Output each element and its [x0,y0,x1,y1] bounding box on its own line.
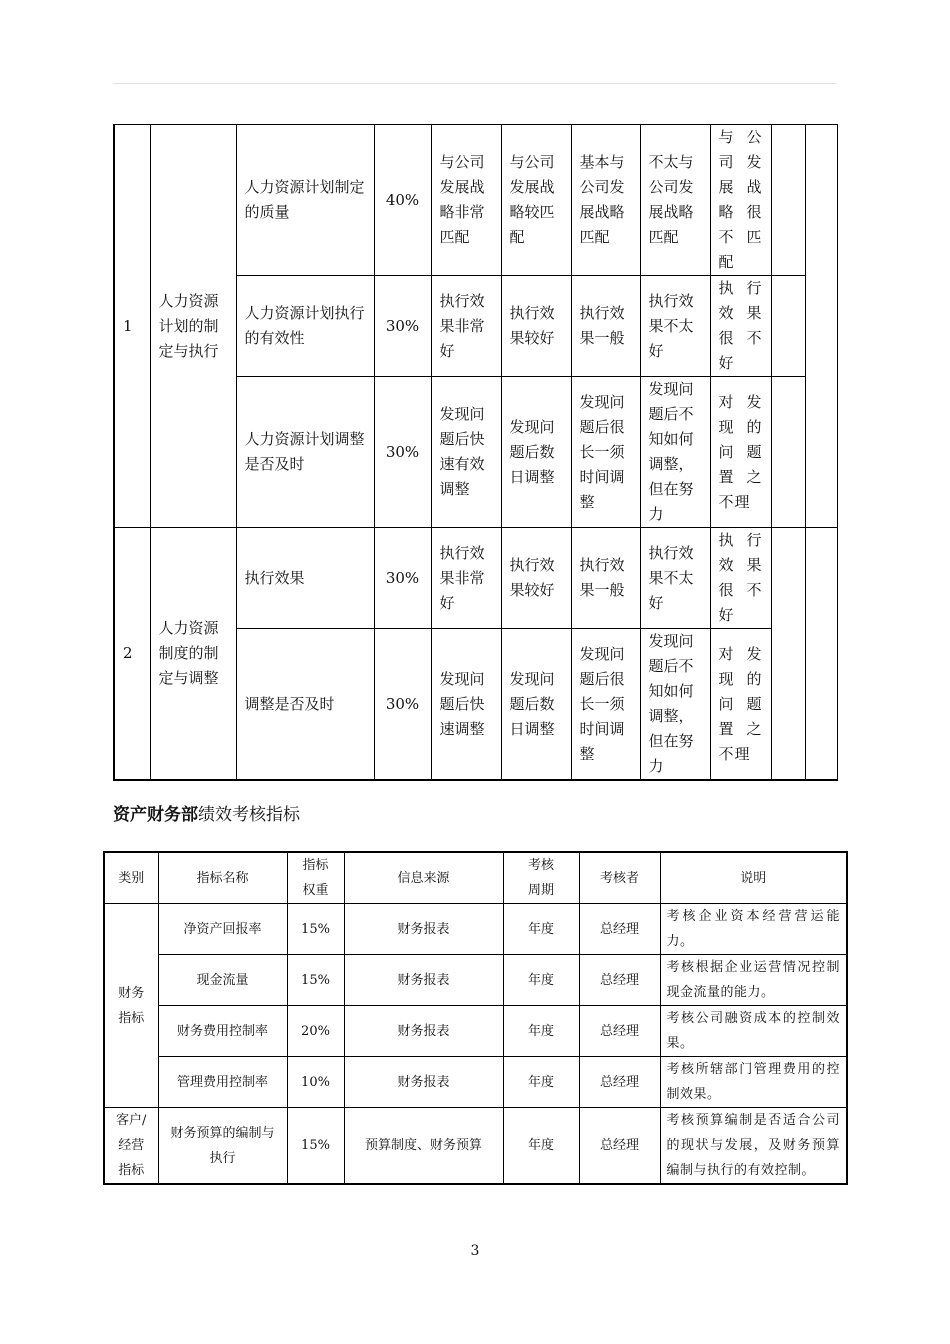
item-name: 调整是否及时 [236,629,374,781]
level-1: 执行效果非常好 [431,528,501,629]
page-number: 3 [470,1243,480,1259]
kpi-weight: 15% [287,904,344,955]
level-2: 执行效果较好 [501,276,571,377]
item-weight: 30% [374,377,431,528]
hr-plan-assessment-table [113,124,838,781]
kpi-assessor: 总经理 [579,1108,660,1185]
item-weight: 40% [374,125,431,276]
empty-cell [771,528,805,781]
level-4: 执行效果不太好 [640,276,710,377]
level-1: 发现问题后快速有效调整 [431,377,501,528]
kpi-description: 考核预算编制是否适合公司的现状与发展，及财务预算编制与执行的有效控制。 [660,1108,847,1185]
kpi-source: 财务报表 [344,1057,503,1108]
kpi-assessor: 总经理 [579,955,660,1006]
level-5: 对发现的问题置之不理 [710,377,771,528]
level-2: 发现问题后数日调整 [501,377,571,528]
table-row [104,1057,847,1108]
item-name: 人力资源计划制定的质量 [236,125,374,276]
level-1: 与公司发展战略非常匹配 [431,125,501,276]
table-row [114,125,837,276]
kpi-weight: 20% [287,1006,344,1057]
item-name: 执行效果 [236,528,374,629]
empty-cell [805,528,837,781]
level-1: 执行效果非常好 [431,276,501,377]
column-header: 指标权重 [287,852,344,904]
kpi-name: 管理费用控制率 [158,1057,287,1108]
level-5: 对发现的问题置之不理 [710,629,771,781]
level-4: 不太与公司发展战略匹配 [640,125,710,276]
kpi-description: 考核企业资本经营营运能力。 [660,904,847,955]
kpi-name: 财务预算的编制与执行 [158,1108,287,1185]
level-3: 基本与公司发展战略匹配 [571,125,640,276]
group-name: 人力资源计划的制定与执行 [150,125,236,528]
kpi-period: 年度 [503,1006,579,1057]
kpi-source: 预算制度、财务预算 [344,1108,503,1185]
kpi-weight: 15% [287,955,344,1006]
level-5: 与公司发展战略很不匹配 [710,125,771,276]
item-weight: 30% [374,276,431,377]
level-4: 执行效果不太好 [640,528,710,629]
kpi-period: 年度 [503,1057,579,1108]
table-row [104,1006,847,1057]
kpi-assessor: 总经理 [579,1057,660,1108]
kpi-period: 年度 [503,1108,579,1185]
level-3: 执行效果一般 [571,276,640,377]
column-header: 类别 [104,852,158,904]
kpi-source: 财务报表 [344,955,503,1006]
kpi-assessor: 总经理 [579,904,660,955]
level-3: 发现问题后很长一须时间调整 [571,377,640,528]
level-3: 发现问题后很长一须时间调整 [571,629,640,781]
empty-cell [771,276,805,377]
kpi-period: 年度 [503,955,579,1006]
column-header: 考核周期 [503,852,579,904]
kpi-source: 财务报表 [344,904,503,955]
item-weight: 30% [374,629,431,781]
empty-cell [805,125,837,377]
item-name: 人力资源计划调整是否及时 [236,377,374,528]
kpi-description: 考核所辖部门管理费用的控制效果。 [660,1057,847,1108]
kpi-name: 财务费用控制率 [158,1006,287,1057]
section-title-rest: 绩效考核指标 [198,805,300,825]
section-title-department: 资产财务部 [113,805,198,825]
table-row [104,955,847,1006]
group-index: 2 [114,528,150,781]
level-1: 发现问题后快速调整 [431,629,501,781]
finance-kpi-table [103,851,848,1185]
kpi-name: 净资产回报率 [158,904,287,955]
kpi-weight: 15% [287,1108,344,1185]
column-header: 考核者 [579,852,660,904]
kpi-weight: 10% [287,1057,344,1108]
group-name: 人力资源制度的制定与调整 [150,528,236,781]
category-cell: 客户/经营指标 [104,1108,158,1185]
category-cell: 财务指标 [104,904,158,1108]
group-index: 1 [114,125,150,528]
empty-cell [805,377,837,528]
header-rule [113,83,837,84]
empty-cell [771,377,805,528]
level-2: 执行效果较好 [501,528,571,629]
table-row [114,528,837,629]
kpi-name: 现金流量 [158,955,287,1006]
column-header: 说明 [660,852,847,904]
item-name: 人力资源计划执行的有效性 [236,276,374,377]
table-row [104,1108,847,1185]
level-4: 发现问题后不知如何调整，但在努力 [640,629,710,781]
kpi-description: 考核公司融资成本的控制效果。 [660,1006,847,1057]
section-title [113,800,300,825]
level-5: 执行效果很不好 [710,276,771,377]
item-weight: 30% [374,528,431,629]
column-header: 信息来源 [344,852,503,904]
level-2: 与公司发展战略较匹配 [501,125,571,276]
table-row [104,904,847,955]
level-4: 发现问题后不知如何调整，但在努力 [640,377,710,528]
level-3: 执行效果一般 [571,528,640,629]
kpi-period: 年度 [503,904,579,955]
kpi-source: 财务报表 [344,1006,503,1057]
empty-cell [771,125,805,276]
level-2: 发现问题后数日调整 [501,629,571,781]
level-5: 执行效果很不好 [710,528,771,629]
kpi-assessor: 总经理 [579,1006,660,1057]
column-header: 指标名称 [158,852,287,904]
table-header-row [104,852,847,904]
kpi-description: 考核根据企业运营情况控制现金流量的能力。 [660,955,847,1006]
